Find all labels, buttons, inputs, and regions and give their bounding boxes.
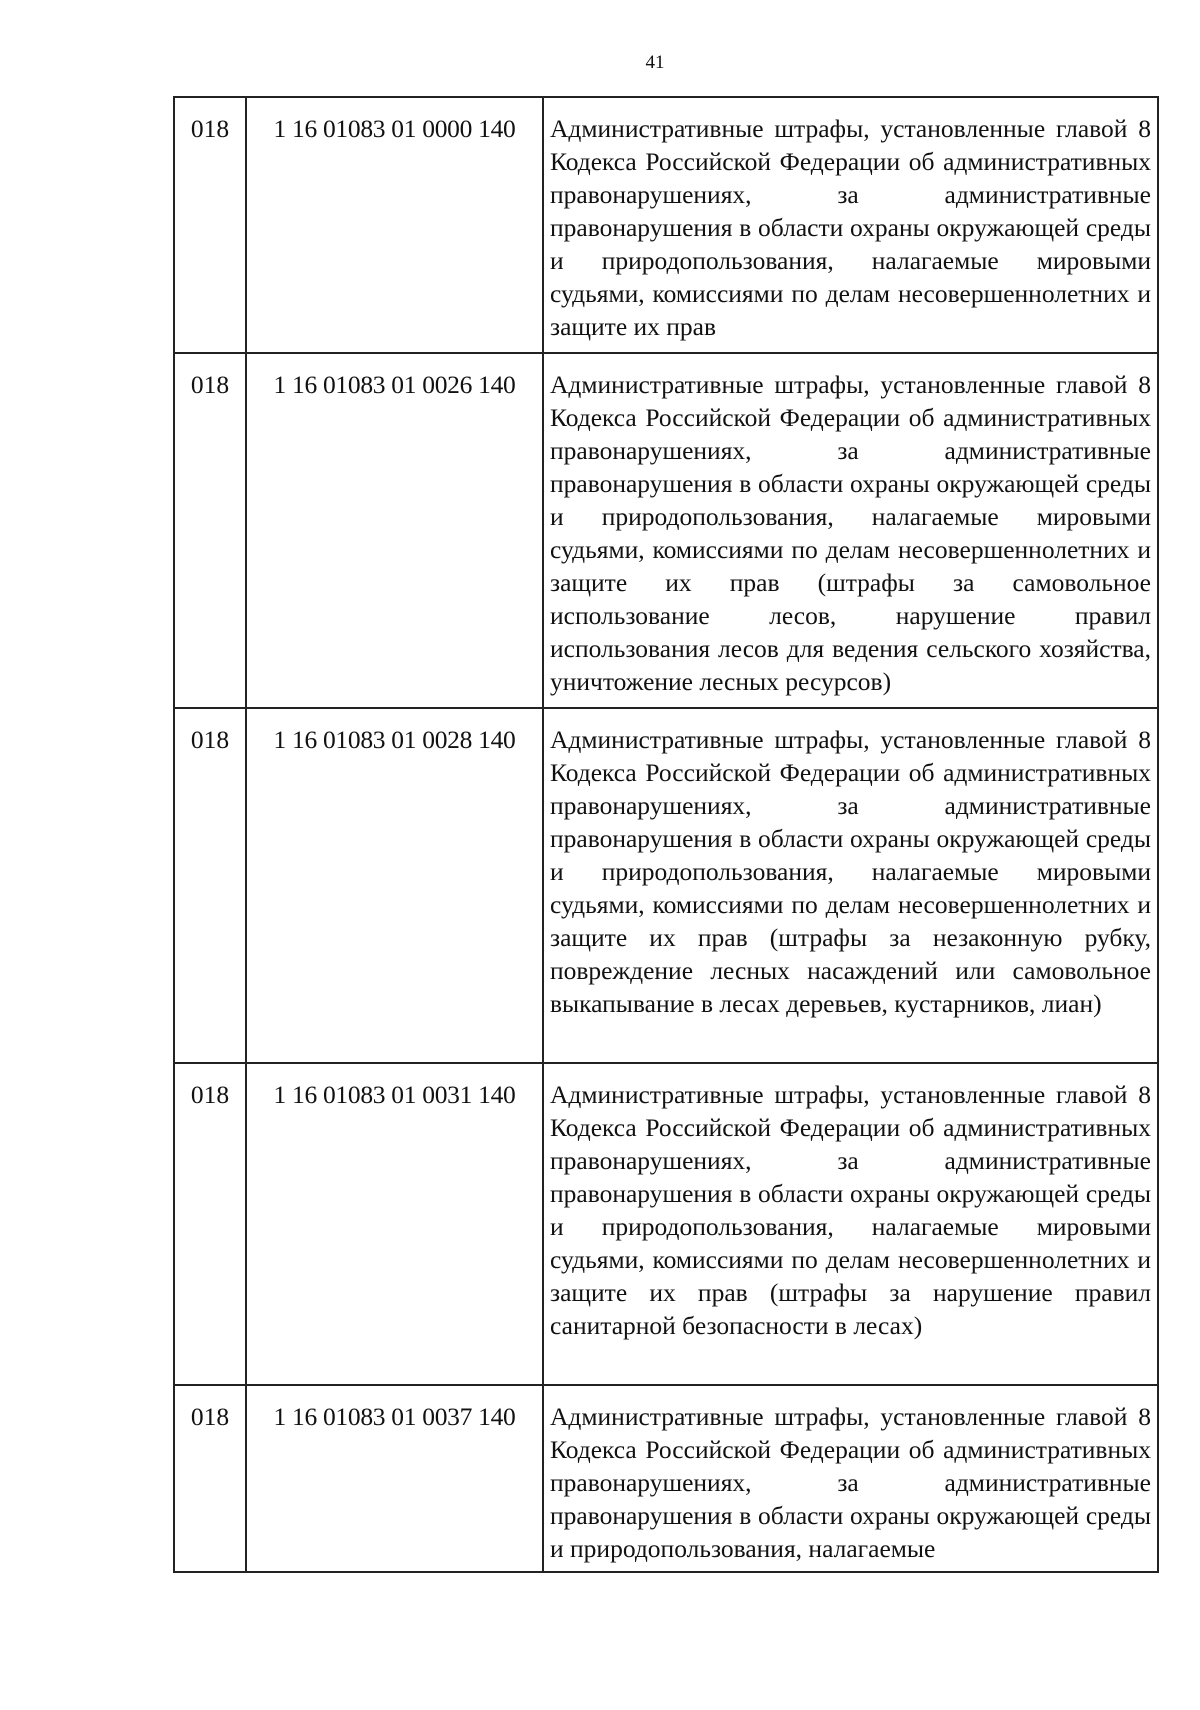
- page-number: 41: [645, 52, 665, 73]
- table-row: [174, 1063, 1158, 1385]
- description-cell: Административные штрафы, установленные главой 8 Кодекса Российской Федерации об административных правонарушениях, за административные правонарушения в области охраны окружающей среды и природопользования, налагаемые мировыми судьями, комиссиями по делам несовершеннолетних и защите их прав (штрафы за нарушение правил санитарной безопасности в лесах): [543, 1063, 1158, 1385]
- budget-code-cell: 1 16 01083 01 0026 140: [246, 353, 543, 708]
- table-row: [174, 353, 1158, 708]
- table-row: [174, 708, 1158, 1063]
- admin-code-cell: 018: [174, 1063, 246, 1385]
- budget-codes-table: [173, 96, 1159, 1573]
- description-cell: Административные штрафы, установленные главой 8 Кодекса Российской Федерации об административных правонарушениях, за административные правонарушения в области охраны окружающей среды и природопользования, налагаемые мировыми судьями, комиссиями по делам несовершеннолетних и защите их прав: [543, 97, 1158, 353]
- description-cell: Административные штрафы, установленные главой 8 Кодекса Российской Федерации об административных правонарушениях, за административные правонарушения в области охраны окружающей среды и природопользования, налагаемые мировыми судьями, комиссиями по делам несовершеннолетних и защите их прав (штрафы за самовольное использование лесов, нарушение правил использования лесов для ведения сельского хозяйства, уничтожение лесных ресурсов): [543, 353, 1158, 708]
- table-row: [174, 1385, 1158, 1572]
- budget-code-cell: 1 16 01083 01 0028 140: [246, 708, 543, 1063]
- table-row: [174, 97, 1158, 353]
- admin-code-cell: 018: [174, 353, 246, 708]
- description-cell: Административные штрафы, установленные главой 8 Кодекса Российской Федерации об административных правонарушениях, за административные правонарушения в области охраны окружающей среды и природопользования, налагаемые мировыми судьями, комиссиями по делам несовершеннолетних и защите их прав (штрафы за незаконную рубку, повреждение лесных насаждений или самовольное выкапывание в лесах деревьев, кустарников, лиан): [543, 708, 1158, 1063]
- admin-code-cell: 018: [174, 1385, 246, 1572]
- description-cell: Административные штрафы, установленные главой 8 Кодекса Российской Федерации об административных правонарушениях, за административные правонарушения в области охраны окружающей среды и природопользования, налагаемые: [543, 1385, 1158, 1572]
- budget-code-cell: 1 16 01083 01 0031 140: [246, 1063, 543, 1385]
- budget-code-cell: 1 16 01083 01 0037 140: [246, 1385, 543, 1572]
- admin-code-cell: 018: [174, 708, 246, 1063]
- admin-code-cell: 018: [174, 97, 246, 353]
- budget-code-cell: 1 16 01083 01 0000 140: [246, 97, 543, 353]
